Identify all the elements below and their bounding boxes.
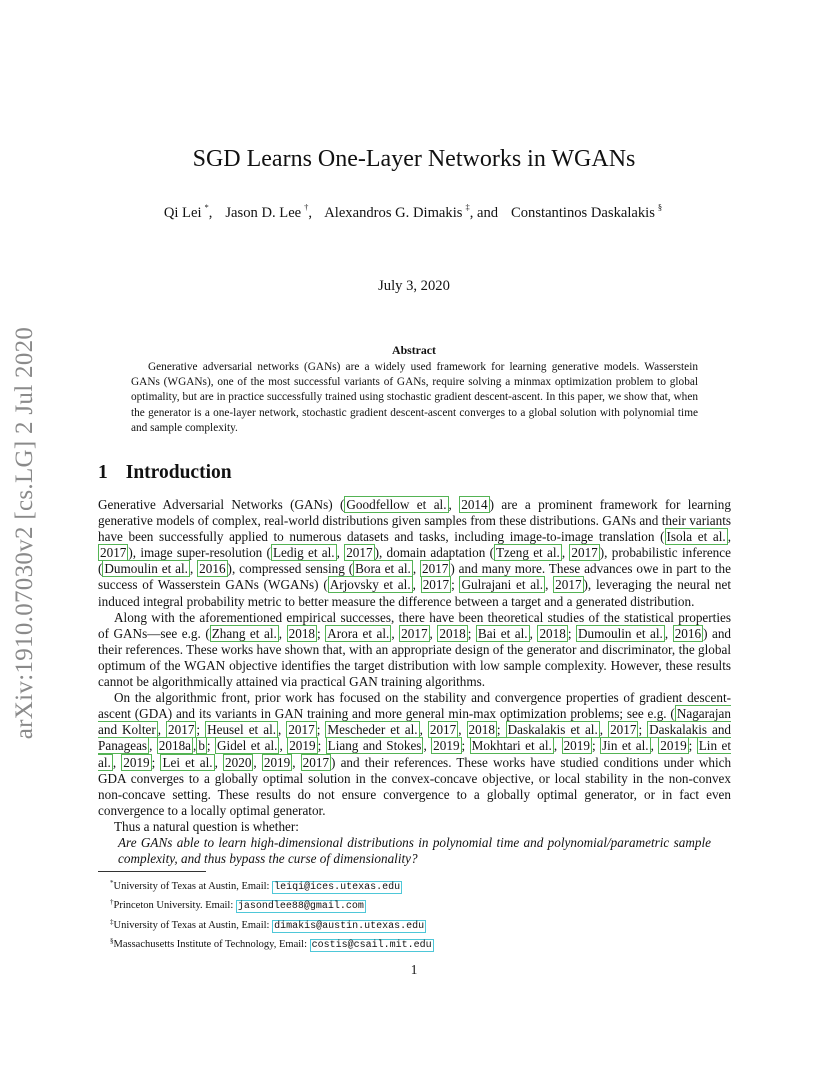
author: [324, 202, 499, 221]
footnote: [110, 895, 710, 914]
paragraph-text: ;: [496, 722, 506, 738]
citation-link[interactable]: 2017: [302, 754, 330, 770]
citation-link[interactable]: 2017: [100, 545, 127, 561]
paper-date: July 3, 2020: [378, 278, 450, 294]
paragraph-text: ), compressed sensing (: [227, 561, 354, 577]
paragraph-text: ,: [545, 577, 554, 593]
author-list: [0, 202, 828, 222]
citation-link[interactable]: 2017: [346, 545, 373, 561]
paragraph-text: ,: [189, 561, 198, 577]
citation-link[interactable]: 2016: [199, 561, 226, 577]
paragraph-text: ,: [448, 497, 460, 512]
paragraph: [98, 690, 731, 819]
footnote-mark: ‡: [110, 917, 114, 926]
citation-link[interactable]: Mescheder et al.: [327, 722, 418, 738]
author-name: Qi Lei: [163, 205, 202, 221]
paragraph-list: [98, 497, 731, 835]
citation-link[interactable]: Arora et al.: [327, 625, 390, 641]
citation-link[interactable]: Bora et al.: [355, 561, 411, 577]
citation-link[interactable]: Daskalakis and Panageas: [98, 722, 732, 754]
paragraph-text: ) and many more. These advances owe in part to the success of Wasserstein GANs (WGANs) (: [98, 561, 731, 593]
paragraph-text: ,: [278, 625, 287, 641]
footnotes: [110, 876, 710, 953]
footnote-email-link[interactable]: leiqi@ices.utexas.edu: [274, 882, 401, 893]
paragraph-text: ;: [467, 625, 476, 641]
footnote-text: Princeton University. Email:: [113, 900, 236, 912]
page-number: 1: [410, 962, 418, 977]
citation-link[interactable]: 2017: [288, 722, 315, 738]
author-affiliation-mark: §: [657, 202, 663, 212]
abstract-heading: Abstract: [392, 343, 436, 357]
author-affiliation-mark: †: [304, 202, 309, 212]
citation-link[interactable]: Heusel et al.: [207, 722, 277, 738]
citation-link[interactable]: Nagarajan and Kolter: [98, 706, 731, 738]
citation-link[interactable]: Lin et al.: [98, 738, 731, 770]
paragraph-text: ,: [278, 722, 287, 738]
paragraph-text: ,: [429, 625, 438, 641]
citation-link[interactable]: 2017: [168, 722, 195, 738]
paragraph-text: Generative Adversarial Networks (GANs) (: [98, 497, 345, 512]
citation-link[interactable]: Ledig et al.: [272, 545, 335, 561]
citation-link[interactable]: Gulrajani et al.: [461, 577, 544, 593]
paragraph-text: ,: [599, 722, 609, 738]
paragraph-text: ) and their references. These works have shown that, with an appropriate design of the generator and discriminator, the global optimum of the WGAN objective identifies the target distribution with low sample complexity. However, these results cannot be algorithmically attained via practical GAN training algorithms.: [98, 625, 732, 690]
author: [225, 202, 313, 221]
citation-link[interactable]: 2019: [263, 754, 291, 770]
citation-link[interactable]: b: [198, 738, 205, 754]
citation-link[interactable]: 2017: [422, 561, 449, 577]
paragraph-text: ;: [316, 722, 326, 738]
citation-link[interactable]: Tzeng et al.: [495, 545, 560, 561]
author-name: Jason D. Lee: [225, 205, 302, 221]
arxiv-stamp-text: arXiv:1910.07030v2 [cs.LG] 2 Jul 2020: [11, 326, 39, 740]
citation-link[interactable]: Jin et al.: [602, 738, 649, 754]
citation-link[interactable]: 2019: [660, 738, 687, 754]
paragraph-text: Along with the aforementioned empirical successes, there have been theoretical studies of the statistical properties of GANs—see e.g. (: [98, 609, 731, 641]
citation-link[interactable]: 2017: [571, 545, 598, 561]
citation-link[interactable]: Goodfellow et al.: [346, 497, 447, 512]
citation-link[interactable]: 2019: [123, 754, 150, 770]
author: [511, 202, 663, 221]
footnote-mark: §: [110, 936, 114, 945]
paragraph-text: ,: [193, 738, 197, 754]
paragraph-text: ) and their references. These works have studied conditions under which GDA converges to a globally optimal solution in the convex-concave objective, or local stability in the non-convex non-concave setting. These results do not ensure convergence to a globally optimal generator, or in fact even convergence to a locally optimal generator.: [98, 754, 732, 818]
paragraph-text: ,: [423, 738, 432, 754]
paragraph-text: ,: [279, 738, 288, 754]
author-name: Alexandros G. Dimakis: [324, 205, 463, 221]
author-name: Constantinos Daskalakis: [511, 205, 655, 221]
footnote-text: University of Texas at Austin, Email:: [113, 919, 273, 931]
paragraph-text: ;: [688, 738, 697, 754]
paragraph-text: ,: [412, 577, 421, 593]
citation-link[interactable]: 2018: [468, 722, 495, 738]
footnote-mark: *: [110, 879, 114, 887]
citation-link[interactable]: 2014: [461, 497, 488, 512]
introduction-body: [98, 497, 731, 867]
footnote-text: University of Texas at Austin, Email:: [113, 881, 273, 892]
paragraph-text: ,: [561, 545, 570, 561]
paragraph-text: ,: [458, 722, 467, 738]
citation-link[interactable]: 2018: [288, 625, 315, 641]
paper-title: SGD Learns One-Layer Networks in WGANs: [192, 146, 636, 172]
author-separator: ,: [308, 205, 313, 221]
author-affiliation-mark: ‡: [465, 202, 470, 212]
paragraph-text: ,: [149, 738, 157, 754]
citation-link[interactable]: 2018: [439, 625, 466, 641]
paragraph-text: ;: [567, 625, 576, 641]
paragraph-text: ;: [591, 738, 601, 754]
citation-link[interactable]: Zhang et al.: [211, 625, 277, 641]
citation-link[interactable]: 2020: [225, 754, 252, 770]
footnote-email-link[interactable]: dimakis@austin.utexas.edu: [274, 920, 425, 932]
author-separator: ,: [208, 205, 213, 221]
footnote-rule: [98, 871, 206, 872]
arxiv-stamp: [2, 298, 48, 768]
paragraph-text: On the algorithmic front, prior work has focused on the stability and convergence properties of gradient descent-ascent (GDA) and its variants in GAN training and more general min-max optimization problems; see e.g. (: [98, 690, 731, 722]
footnote: [110, 934, 710, 953]
paragraph-text: ;: [151, 754, 161, 770]
paragraph-text: ;: [317, 625, 326, 641]
footnote-email-link[interactable]: costis@csail.mit.edu: [311, 939, 432, 951]
paragraph-text: ;: [461, 738, 470, 754]
citation-link[interactable]: Arjovsky et al.: [329, 577, 411, 593]
paragraph-text: ;: [451, 577, 460, 593]
citation-link[interactable]: 2017: [610, 722, 637, 738]
paragraph-text: ) are a prominent framework for learning generative models of complex, real-world distributions given samples from these distributions. GANs and their variants have been successfully applied to numerous datasets and tasks, including image-to-image translation (: [98, 497, 731, 545]
paragraph-text: ), probabilistic inference (: [98, 545, 731, 577]
citation-link[interactable]: 2018: [539, 625, 566, 641]
citation-link[interactable]: Mokhtari et al.: [471, 738, 552, 754]
footnote-mark: †: [110, 898, 114, 907]
paragraph-text: ), leveraging the neural net induced integral probability metric to better measure the difference between a target and a generated distribution.: [98, 577, 732, 609]
paragraph-text: ;: [196, 722, 206, 738]
section-title: Introduction: [125, 462, 232, 483]
paragraph-text: ;: [206, 738, 215, 754]
citation-link[interactable]: Gidel et al.: [217, 738, 278, 754]
citation-link[interactable]: 2016: [674, 625, 702, 641]
paragraph-text: ,: [112, 754, 122, 770]
paragraph-text: ,: [650, 738, 659, 754]
citation-link[interactable]: Lei et al.: [162, 754, 213, 770]
citation-link[interactable]: 2017: [401, 625, 428, 641]
footnote: [110, 915, 710, 934]
paragraph-text: ,: [553, 738, 562, 754]
paragraph-text: ,: [157, 722, 167, 738]
section-number: 1: [98, 462, 108, 483]
citation-link[interactable]: Bai et al.: [477, 625, 528, 641]
citation-link[interactable]: Dumoulin et al.: [104, 561, 188, 577]
paragraph-text: ,: [336, 545, 345, 561]
citation-link[interactable]: 2018a: [158, 738, 192, 754]
paragraph: [98, 497, 731, 610]
citation-link[interactable]: 2017: [422, 577, 450, 593]
paragraph-text: ,: [412, 561, 421, 577]
citation-link[interactable]: Liang and Stokes: [327, 738, 422, 754]
paragraph-text: ,: [727, 529, 731, 545]
paragraph-text: ), domain adaptation (: [374, 545, 494, 561]
abstract-text: Generative adversarial networks (GANs) are a widely used framework for learning generative models. Wasserstein GANs (WGANs), one of the most successful variants of GANs, require solving a minmax optimization problem to global optimality, but are in practice successfully trained using stochastic gradient descent-ascent. In this paper, we show that, when the generator is a one-layer network, stochastic gradient descent-ascent converges to a global solution with polynomial time and sample complexity.: [131, 361, 698, 434]
citation-link[interactable]: 2019: [289, 738, 316, 754]
paragraph-text: ,: [391, 625, 400, 641]
paragraph-text: ;: [638, 722, 648, 738]
paragraph-text: Thus a natural question is whether:: [114, 818, 299, 834]
paragraph-text: ,: [253, 754, 262, 770]
citation-link[interactable]: 2017: [555, 577, 582, 593]
citation-link[interactable]: Daskalakis et al.: [507, 722, 598, 738]
research-question: Are GANs able to learn high-dimensional distributions in polynomial time and polynomial/parametric sample complexity, and thus bypass the curse of dimensionality?: [118, 834, 711, 867]
section-heading: [98, 462, 232, 484]
author: [163, 202, 213, 221]
paragraph-text: ,: [214, 754, 224, 770]
citation-link[interactable]: 2017: [429, 722, 457, 738]
paragraph-text: ,: [529, 625, 538, 641]
paragraph-text: ,: [419, 722, 428, 738]
footnote: [110, 876, 710, 895]
paragraph-text: ,: [292, 754, 301, 770]
paragraph-text: ), image super-resolution (: [128, 545, 271, 561]
footnote-email-link[interactable]: jasondlee88@gmail.com: [237, 901, 364, 913]
author-affiliation-mark: *: [204, 202, 209, 212]
citation-link[interactable]: Isola et al.: [666, 529, 726, 545]
paragraph: [98, 819, 731, 835]
author-separator: , and: [469, 205, 499, 221]
paragraph-text: ;: [317, 738, 326, 754]
paragraph-text: ,: [664, 625, 673, 641]
footnote-text: Massachusetts Institute of Technology, Email:: [113, 938, 310, 950]
citation-link[interactable]: 2019: [433, 738, 460, 754]
paragraph: [98, 610, 731, 690]
citation-link[interactable]: Dumoulin et al.: [578, 625, 663, 641]
citation-link[interactable]: 2019: [563, 738, 590, 754]
